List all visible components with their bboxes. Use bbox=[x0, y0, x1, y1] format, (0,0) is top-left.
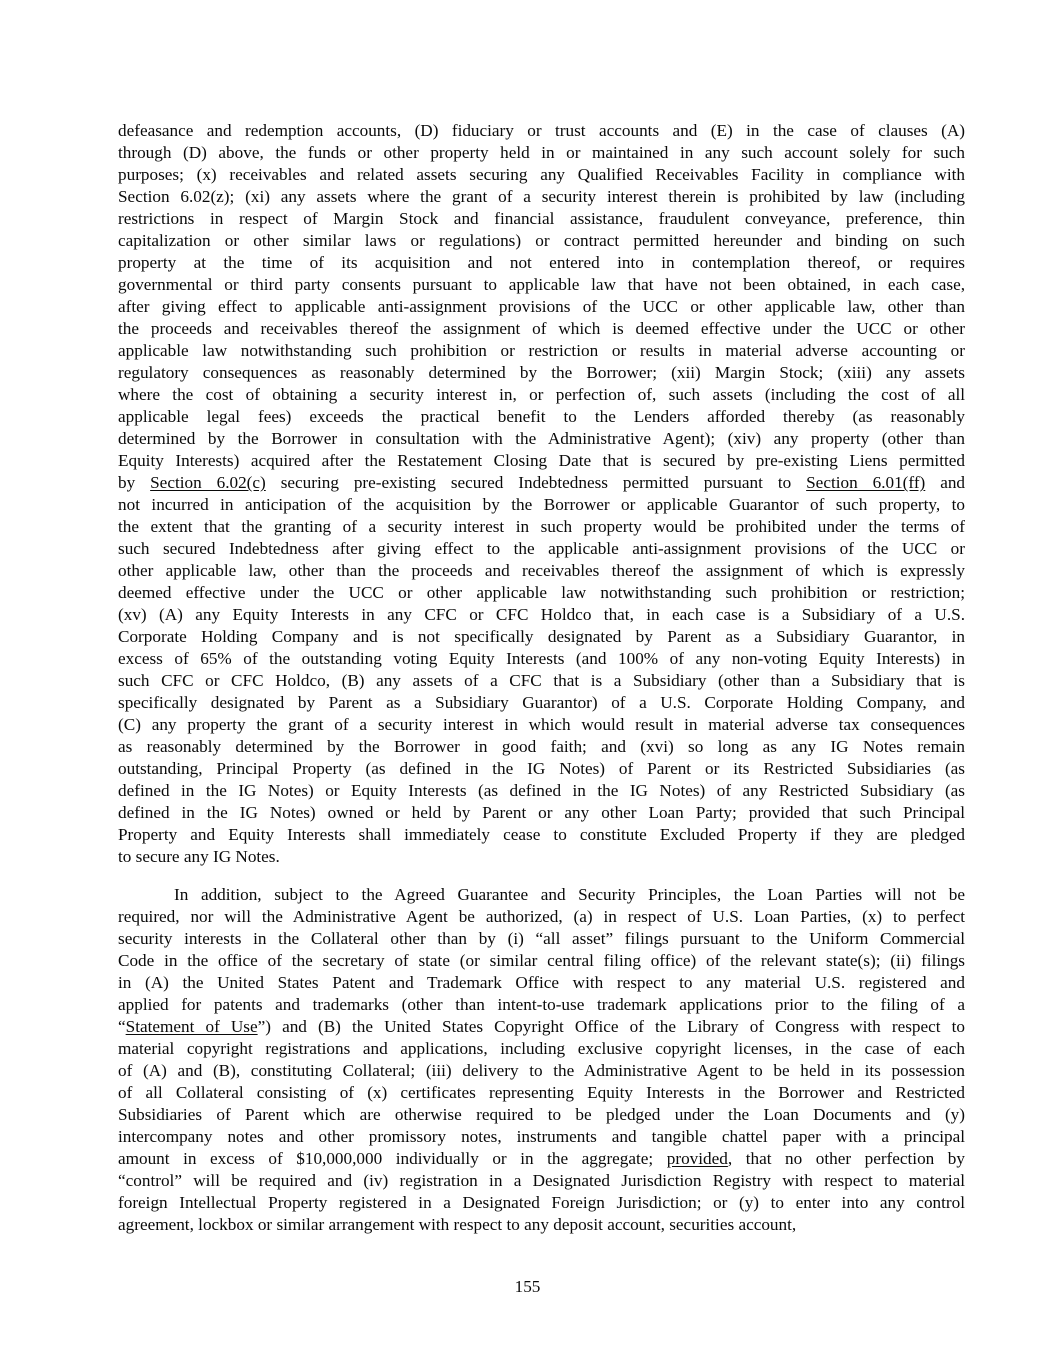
text-run: Section 6.02(z); (xi) any assets where the grant of a security interest therein is prohibited by law (including bbox=[118, 187, 965, 206]
text-run: the extent that the granting of a security interest in such property would be prohibited under the terms of bbox=[118, 517, 965, 536]
text-run: such CFC or CFC Holdco, (B) any assets of a CFC that is a Subsidiary (other than a Subsidiary that is bbox=[118, 671, 965, 690]
text-run: , that no other perfection by bbox=[727, 1149, 965, 1168]
text-line bbox=[118, 736, 965, 758]
text-line bbox=[118, 384, 965, 406]
text-run: deemed effective under the UCC or other applicable law notwithstanding such prohibition or restriction; bbox=[118, 583, 965, 602]
text-run: capitalization or other similar laws or regulations) or contract permitted hereunder and binding on such bbox=[118, 231, 965, 250]
text-line bbox=[118, 230, 965, 252]
text-run: after giving effect to applicable anti-assignment provisions of the UCC or other applicable law, other than bbox=[118, 297, 965, 316]
text-run: security interests in the Collateral other than by (i) “all asset” filings pursuant to the Uniform Commercial bbox=[118, 929, 965, 948]
text-line bbox=[118, 1148, 965, 1170]
text-run: defined in the IG Notes) or Equity Interests (as defined in the IG Notes) of any Restricted Subsidiary (as bbox=[118, 781, 965, 800]
text-line bbox=[118, 758, 965, 780]
text-line bbox=[118, 142, 965, 164]
text-run: through (D) above, the funds or other property held in or maintained in any such account solely for such bbox=[118, 143, 965, 162]
text-run: Property and Equity Interests shall immediately cease to constitute Excluded Property if they are pledged bbox=[118, 825, 965, 844]
text-line bbox=[118, 802, 965, 824]
text-run: applied for patents and trademarks (other than intent-to-use trademark applications prior to the filing of a bbox=[118, 995, 965, 1014]
text-run: of (A) and (B), constituting Collateral; (iii) delivery to the Administrative Agent to be held in its possession bbox=[118, 1061, 965, 1080]
text-run: defined in the IG Notes) owned or held by Parent or any other Loan Party; provided that such Principal bbox=[118, 803, 965, 822]
text-run: to secure any IG Notes. bbox=[118, 847, 280, 866]
text-run: as reasonably determined by the Borrower in good faith; and (xvi) so long as any IG Notes remain bbox=[118, 737, 965, 756]
text-run: not incurred in anticipation of the acquisition by the Borrower or applicable Guarantor of such property, to bbox=[118, 495, 965, 514]
text-line bbox=[118, 340, 965, 362]
text-line bbox=[118, 120, 965, 142]
text-run: such secured Indebtedness after giving effect to the applicable anti-assignment provisions of the UCC or bbox=[118, 539, 965, 558]
text-run: by bbox=[118, 473, 151, 492]
text-line bbox=[118, 846, 965, 868]
text-run: purposes; (x) receivables and related assets securing any Qualified Receivables Facility in compliance with bbox=[118, 165, 965, 184]
text-line bbox=[118, 1126, 965, 1148]
text-line bbox=[118, 906, 965, 928]
text-line bbox=[118, 824, 965, 846]
text-run: Corporate Holding Company and is not specifically designated by Parent as a Subsidiary Guarantor, in bbox=[118, 627, 965, 646]
text-line bbox=[118, 1170, 965, 1192]
text-line bbox=[118, 582, 965, 604]
text-run: of all Collateral consisting of (x) certificates representing Equity Interests in the Borrower and Restricted bbox=[118, 1083, 965, 1102]
text-line bbox=[118, 780, 965, 802]
text-run: applicable law notwithstanding such prohibition or restriction or results in material adverse accounting or bbox=[118, 341, 965, 360]
text-line bbox=[118, 516, 965, 538]
text-line bbox=[118, 884, 965, 906]
underlined-reference: Statement of Use bbox=[125, 1017, 258, 1036]
text-line bbox=[118, 1104, 965, 1126]
text-line bbox=[118, 1060, 965, 1082]
text-run: securing pre-existing secured Indebtedness permitted pursuant to bbox=[265, 473, 807, 492]
text-run: governmental or third party consents pursuant to applicable law that have not been obtained, in each case, bbox=[118, 275, 965, 294]
text-line bbox=[118, 670, 965, 692]
text-run: “ bbox=[118, 1017, 126, 1036]
text-line bbox=[118, 1082, 965, 1104]
text-line bbox=[118, 648, 965, 670]
underlined-reference: provided bbox=[666, 1149, 728, 1168]
underlined-reference: Section 6.02(c) bbox=[150, 473, 266, 492]
text-line bbox=[118, 494, 965, 516]
text-run: other applicable law, other than the proceeds and receivables thereof the assignment of which is expressly bbox=[118, 561, 965, 580]
text-run: regulatory consequences as reasonably determined by the Borrower; (xii) Margin Stock; (xiii) any assets bbox=[118, 363, 965, 382]
text-line bbox=[118, 472, 965, 494]
text-line bbox=[118, 994, 965, 1016]
text-line bbox=[118, 950, 965, 972]
text-run: restrictions in respect of Margin Stock and financial assistance, fraudulent conveyance, preference, thin bbox=[118, 209, 965, 228]
text-line bbox=[118, 252, 965, 274]
text-line bbox=[118, 604, 965, 626]
underlined-reference: Section 6.01(ff) bbox=[806, 473, 926, 492]
text-line bbox=[118, 164, 965, 186]
text-run: in (A) the United States Patent and Trademark Office with respect to any material U.S. registered and bbox=[118, 973, 965, 992]
text-line bbox=[118, 1038, 965, 1060]
text-run: applicable legal fees) exceeds the practical benefit to the Lenders afforded thereby (as reasonably bbox=[118, 407, 965, 426]
text-line bbox=[118, 296, 965, 318]
text-run: ”) and (B) the United States Copyright Office of the Library of Congress with respect to bbox=[257, 1017, 966, 1036]
text-run: specifically designated by Parent as a Subsidiary Guarantor) of a U.S. Corporate Holding Company, and bbox=[118, 693, 965, 712]
text-line bbox=[118, 538, 965, 560]
text-line bbox=[118, 406, 965, 428]
text-line bbox=[118, 928, 965, 950]
text-run: In addition, subject to the Agreed Guarantee and Security Principles, the Loan Parties will not be bbox=[174, 885, 965, 904]
text-run: amount in excess of $10,000,000 individually or in the aggregate; bbox=[118, 1149, 667, 1168]
text-run: Code in the office of the secretary of state (or similar central filing office) of the relevant state(s); (ii) filings bbox=[118, 951, 965, 970]
text-line bbox=[118, 208, 965, 230]
text-run: outstanding, Principal Property (as defined in the IG Notes) of Parent or its Restricted Subsidiaries (as bbox=[118, 759, 965, 778]
text-line bbox=[118, 1214, 965, 1236]
text-run: required, nor will the Administrative Agent be authorized, (a) in respect of U.S. Loan Parties, (x) to perfect bbox=[118, 907, 965, 926]
text-line bbox=[118, 362, 965, 384]
document-body bbox=[118, 120, 965, 1236]
paragraph bbox=[118, 120, 965, 868]
text-line bbox=[118, 714, 965, 736]
text-run: foreign Intellectual Property registered in a Designated Foreign Jurisdiction; or (y) to enter into any control bbox=[118, 1193, 965, 1212]
page-number: 155 bbox=[514, 1277, 541, 1296]
text-line bbox=[118, 1016, 965, 1038]
text-line bbox=[118, 186, 965, 208]
text-line bbox=[118, 318, 965, 340]
text-run: where the cost of obtaining a security interest in, or perfection of, such assets (including the cost of all bbox=[118, 385, 965, 404]
text-run: material copyright registrations and applications, including exclusive copyright licenses, in the case of each bbox=[118, 1039, 965, 1058]
text-line bbox=[118, 274, 965, 296]
text-run: (C) any property the grant of a security interest in which would result in material adverse tax consequences bbox=[118, 715, 965, 734]
text-line bbox=[118, 450, 965, 472]
text-run: (xv) (A) any Equity Interests in any CFC or CFC Holdco that, in each case is a Subsidiary of a U.S. bbox=[118, 605, 965, 624]
text-run: excess of 65% of the outstanding voting Equity Interests (and 100% of any non-voting Equity Interests) in bbox=[118, 649, 965, 668]
paragraph bbox=[118, 884, 965, 1236]
text-run: property at the time of its acquisition and not entered into in contemplation thereof, or requires bbox=[118, 253, 965, 272]
text-run: and bbox=[925, 473, 966, 492]
text-run: Equity Interests) acquired after the Restatement Closing Date that is secured by pre-existing Liens permitted bbox=[118, 451, 965, 470]
text-line bbox=[118, 972, 965, 994]
text-run: the proceeds and receivables thereof the assignment of which is deemed effective under the UCC or other bbox=[118, 319, 965, 338]
text-run: “control” will be required and (iv) registration in a Designated Jurisdiction Registry with respect to material bbox=[118, 1171, 965, 1190]
text-line bbox=[118, 1192, 965, 1214]
text-run: intercompany notes and other promissory notes, instruments and tangible chattel paper with a principal bbox=[118, 1127, 965, 1146]
text-run: defeasance and redemption accounts, (D) fiduciary or trust accounts and (E) in the case of clauses (A) bbox=[118, 121, 965, 140]
text-line bbox=[118, 626, 965, 648]
text-run: agreement, lockbox or similar arrangement with respect to any deposit account, securities account, bbox=[118, 1215, 797, 1234]
text-line bbox=[118, 428, 965, 450]
text-run: determined by the Borrower in consultation with the Administrative Agent); (xiv) any property (other than bbox=[118, 429, 965, 448]
text-run: Subsidiaries of Parent which are otherwise required to be pledged under the Loan Documents and (y) bbox=[118, 1105, 965, 1124]
text-line bbox=[118, 692, 965, 714]
text-line bbox=[118, 560, 965, 582]
